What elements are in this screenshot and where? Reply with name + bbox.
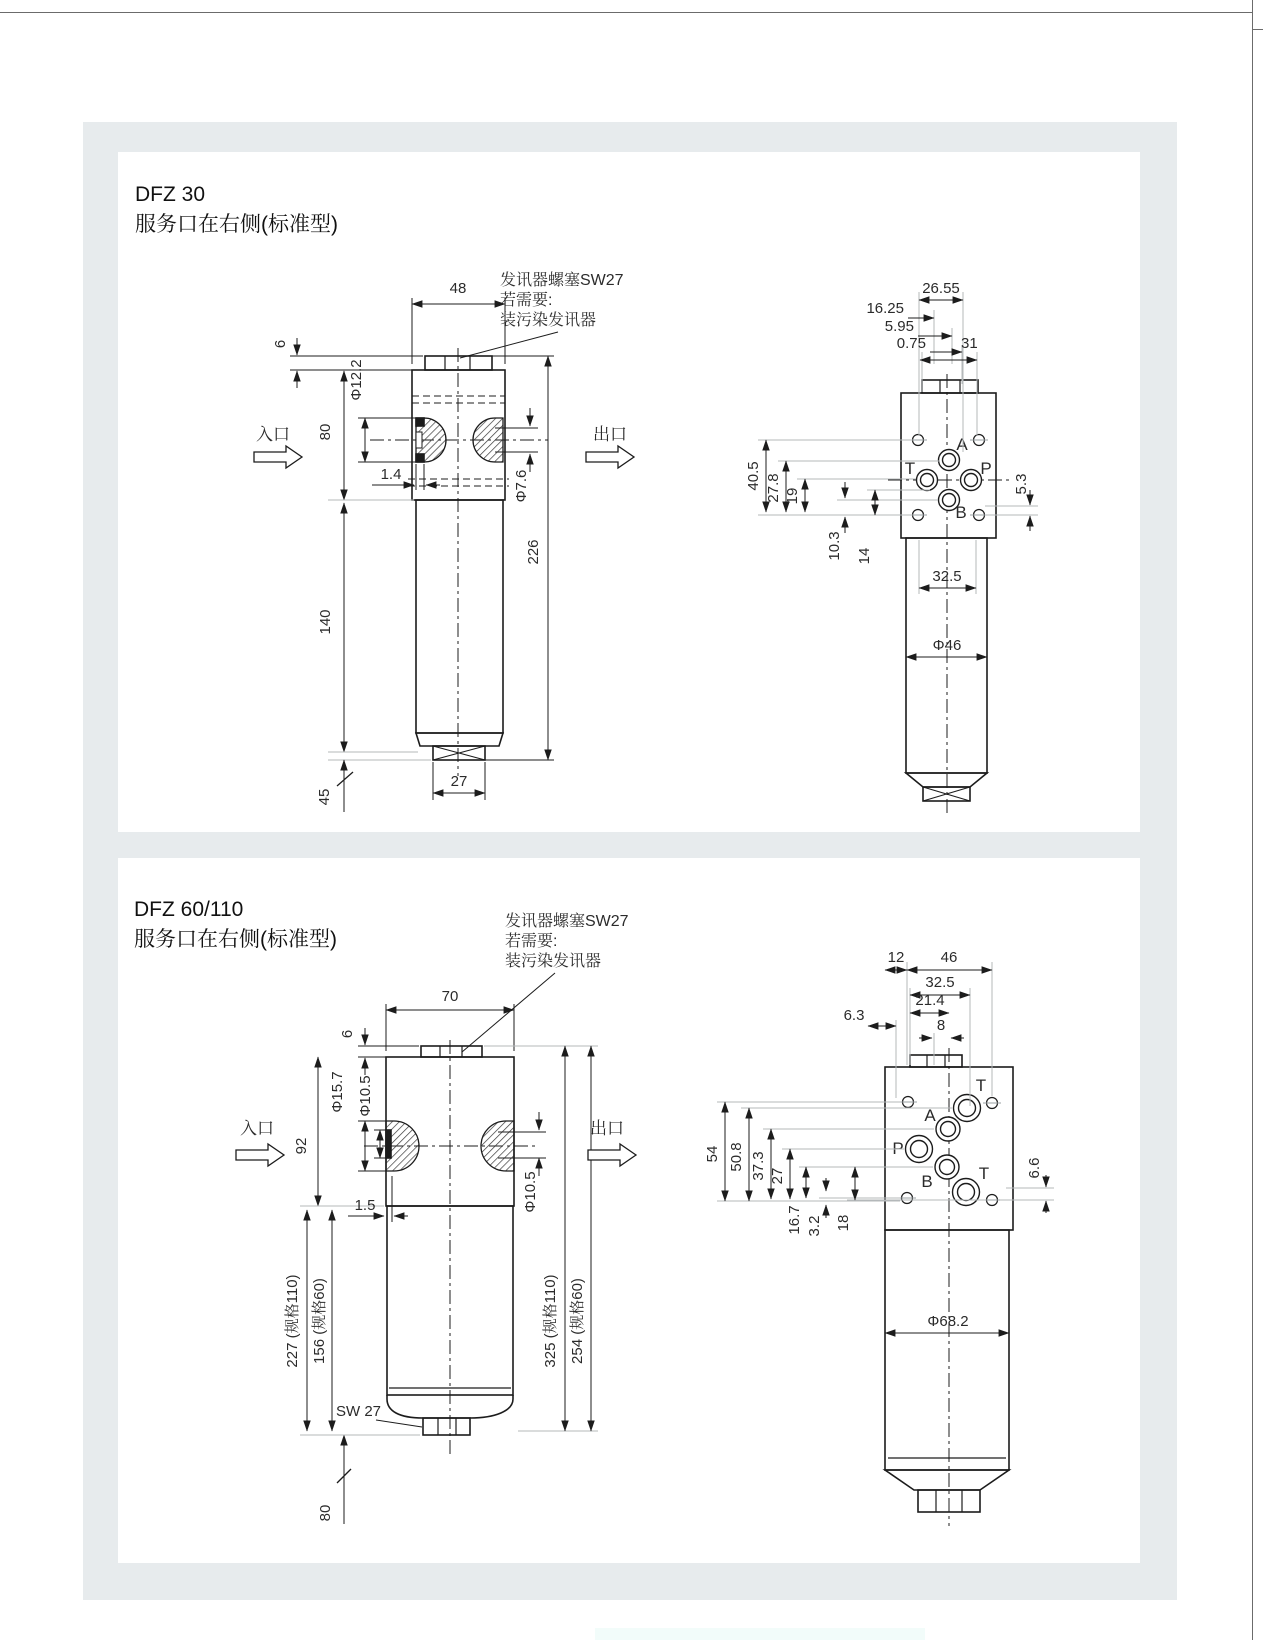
dfz30-card (118, 152, 1140, 832)
dim-325: 325 (规格110) (542, 1274, 559, 1368)
dim-40-5: 40.5 (745, 461, 762, 491)
dim-31: 31 (961, 335, 978, 352)
section1-title: DFZ 30 (135, 183, 206, 206)
dfz60-callout (505, 912, 629, 970)
dim-70: 70 (441, 988, 459, 1005)
dfz60-front-dims (300, 973, 598, 1524)
dim-6b: 6 (339, 1029, 356, 1039)
callout-line1: 发讯器螺塞SW27 (500, 272, 624, 289)
dim-3-2: 3.2 (806, 1215, 823, 1237)
callout2-line3: 装污染发讯器 (505, 953, 602, 970)
port-p-label: P (980, 459, 992, 478)
dim-19: 19 (784, 487, 801, 505)
dim-140: 140 (317, 609, 334, 635)
port-t-label: T (904, 459, 916, 478)
port-t1-label: T (975, 1076, 987, 1095)
dfz60-front-dim-labels (283, 988, 586, 1521)
dim-sw27: SW 27 (336, 1403, 382, 1420)
dim-12b: 12 (887, 949, 905, 966)
dim-45: 45 (316, 788, 333, 806)
dim-10-3: 10.3 (826, 531, 843, 561)
dfz30-front-dims (290, 298, 558, 812)
inlet-arrow-icon2 (236, 1144, 284, 1166)
inlet-label: 入口 (256, 425, 290, 444)
dim-54: 54 (704, 1145, 721, 1163)
right-rule (1252, 0, 1253, 1640)
dim-14: 14 (856, 547, 873, 565)
dim-16-25: 16.25 (866, 300, 904, 317)
dim-8: 8 (936, 1017, 946, 1034)
dim-156: 156 (规格60) (311, 1278, 328, 1364)
dim-7-6: Φ7.6 (513, 469, 530, 503)
dfz60-drawing (118, 858, 1140, 1563)
dim-6-3: 6.3 (843, 1007, 865, 1024)
dim-12-2: Φ12.2 (348, 359, 365, 401)
dim-21-4: 21.4 (915, 992, 945, 1009)
dim-46b: 46 (940, 949, 958, 966)
callout-line3: 装污染发讯器 (500, 312, 597, 329)
dim-226: 226 (525, 539, 542, 565)
dfz60-card (118, 858, 1140, 1563)
dim-0-75: 0.75 (896, 335, 926, 352)
dfz60-side-view (885, 1048, 1013, 1526)
dim-5-3: 5.3 (1013, 473, 1030, 495)
dfz30-front-dim-labels (272, 280, 542, 805)
dfz30-callout (500, 271, 624, 329)
outlet-label2: 出口 (590, 1119, 624, 1138)
dim-32-5b: 32.5 (925, 974, 955, 991)
dim-48: 48 (449, 280, 467, 297)
outlet-arrow-icon (586, 446, 634, 468)
dim-18: 18 (835, 1214, 852, 1232)
dim-80b: 80 (317, 1504, 334, 1522)
dim-26-55: 26.55 (922, 280, 960, 297)
dim-37-3: 37.3 (750, 1151, 767, 1181)
dim-16-7: 16.7 (786, 1205, 803, 1235)
top-rule (0, 12, 1252, 13)
inlet-arrow-icon (254, 446, 302, 468)
dim-10-5a: Φ10.5 (357, 1075, 374, 1117)
port-t2-label: T (978, 1164, 990, 1183)
dim-27: 27 (450, 773, 468, 790)
dim-92: 92 (293, 1137, 310, 1155)
dim-80: 80 (317, 423, 334, 441)
outlet-label: 出口 (593, 425, 627, 444)
footer-watermark (595, 1628, 925, 1640)
dim-254: 254 (规格60) (569, 1278, 586, 1364)
section1-subtitle: 服务口在右侧(标准型) (135, 213, 338, 236)
dim-5-95: 5.95 (884, 318, 914, 335)
dim-46: Φ46 (932, 637, 962, 654)
callout-line2: 若需要: (500, 292, 553, 309)
dim-10-5b: Φ10.5 (522, 1171, 539, 1213)
dim-27b: 27 (769, 1167, 786, 1185)
port-a-label: A (956, 435, 968, 454)
inlet-label2: 入口 (240, 1119, 274, 1138)
dim-6: 6 (272, 339, 289, 349)
dim-227: 227 (规格110) (284, 1274, 301, 1368)
port-b2-label: B (921, 1172, 933, 1191)
dfz60-front-view (364, 1040, 538, 1458)
dfz30-front-view (370, 348, 548, 776)
outlet-arrow-icon2 (588, 1144, 636, 1166)
callout2-line2: 若需要: (505, 933, 558, 950)
dim-27-8: 27.8 (765, 473, 782, 503)
dim-15-7: Φ15.7 (329, 1071, 346, 1113)
dim-1-5: 1.5 (354, 1197, 376, 1214)
callout2-line1: 发讯器螺塞SW27 (505, 913, 629, 930)
section2-subtitle: 服务口在右侧(标准型) (134, 928, 337, 951)
dim-32-5: 32.5 (932, 568, 962, 585)
port-b-label: B (955, 503, 967, 522)
section2-title: DFZ 60/110 (134, 898, 244, 921)
dim-6-6: 6.6 (1026, 1157, 1043, 1179)
corner-rule (1252, 29, 1263, 30)
dfz30-drawing (118, 152, 1140, 832)
port-p2-label: P (892, 1139, 904, 1158)
port-a2-label: A (924, 1106, 936, 1125)
dim-50-8: 50.8 (728, 1142, 745, 1172)
dim-68-2: Φ68.2 (927, 1313, 969, 1330)
dim-1-4: 1.4 (380, 466, 402, 483)
